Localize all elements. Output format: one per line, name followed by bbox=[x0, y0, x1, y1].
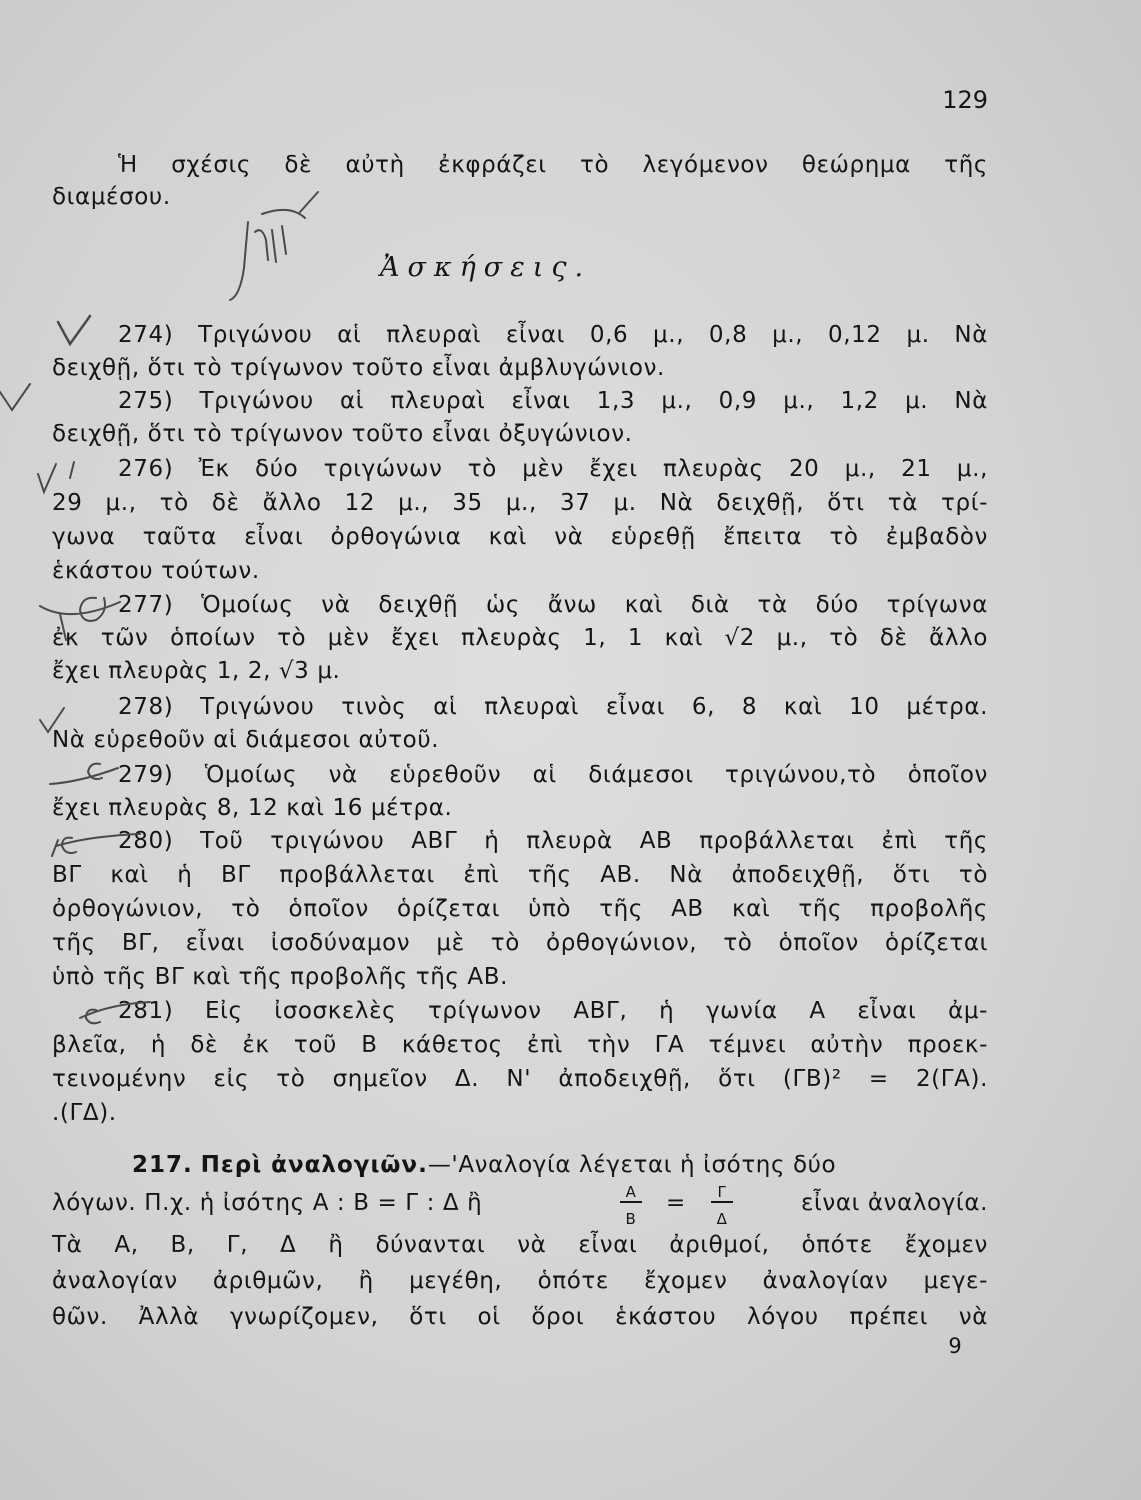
exercise-line: τῆς ΒΓ, εἶναι ἰσοδύναμον μὲ τὸ ὀρθογώνιον, τὸ ὁποῖον ὁρίζεται bbox=[52, 930, 988, 956]
exercise-line: 281) Εἰς ἰσοσκελὲς τρίγωνον ΑΒΓ, ἡ γωνία Α εἶναι ἀμ- bbox=[118, 998, 988, 1024]
exercise-line: 279) Ὁμοίως νὰ εὑρεθοῦν αἱ διάμεσοι τριγώνου,τὸ ὁποῖον bbox=[118, 762, 988, 788]
intro-line: Ἡ σχέσις δὲ αὐτὴ ἐκφράζει τὸ λεγόμενον θεώρημα τῆς bbox=[118, 152, 988, 178]
section-line-text: λόγων. Π.χ. ἡ ἰσότης Α : Β = Γ : Δ ἢ bbox=[52, 1190, 483, 1216]
section-number: 217. bbox=[132, 1152, 193, 1178]
section-first-line bbox=[52, 1150, 988, 1180]
signature-number: 9 bbox=[948, 1334, 962, 1358]
exercise-line: 29 μ., τὸ δὲ ἄλλο 12 μ., 35 μ., 37 μ. Νὰ δειχθῇ, ὅτι τὰ τρί- bbox=[52, 490, 988, 516]
section-line-text: εἶναι ἀναλογία. bbox=[800, 1190, 988, 1216]
exercise-line: 274) Τριγώνου αἱ πλευραὶ εἶναι 0,6 μ., 0,8 μ., 0,12 μ. Νὰ bbox=[118, 322, 988, 348]
section-heading bbox=[132, 1150, 836, 1180]
intro-line: διαμέσου. bbox=[52, 184, 171, 210]
exercise-line: ἐκ τῶν ὁποίων τὸ μὲν ἔχει πλευρὰς 1, 1 καὶ √2 μ., τὸ δὲ ἄλλο bbox=[52, 625, 988, 651]
exercise-line: ἑκάστου τούτων. bbox=[52, 558, 260, 584]
fraction-denominator: Δ bbox=[716, 1210, 728, 1228]
section-title: Περὶ ἀναλογιῶν. bbox=[200, 1152, 428, 1178]
fraction-denominator: Β bbox=[625, 1210, 637, 1228]
exercise-line: 277) Ὁμοίως νὰ δειχθῇ ὡς ἄνω καὶ διὰ τὰ δύο τρίγωνα bbox=[118, 592, 988, 618]
exercise-line: γωνα ταῦτα εἶναι ὀρθογώνια καὶ νὰ εὑρεθῇ ἔπειτα τὸ ἐμβαδὸν bbox=[52, 524, 988, 550]
page-number: 129 bbox=[942, 86, 988, 114]
exercise-line: 280) Τοῦ τριγώνου ΑΒΓ ἡ πλευρὰ ΑΒ προβάλλεται ἐπὶ τῆς bbox=[118, 828, 988, 854]
exercise-line: Νὰ εὑρεθοῦν αἱ διάμεσοι αὐτοῦ. bbox=[52, 727, 440, 753]
exercise-line: ΒΓ καὶ ἡ ΒΓ προβάλλεται ἐπὶ τῆς ΑΒ. Νὰ ἀποδειχθῇ, ὅτι τὸ bbox=[52, 862, 988, 888]
fraction-bar bbox=[711, 1201, 733, 1203]
exercise-line: 276) Ἐκ δύο τριγώνων τὸ μὲν ἔχει πλευρὰς 20 μ., 21 μ., bbox=[118, 456, 988, 482]
fraction-numerator: Α bbox=[625, 1183, 637, 1201]
exercise-line: 278) Τριγώνου τινὸς αἱ πλευραὶ εἶναι 6, 8 καὶ 10 μέτρα. bbox=[118, 694, 988, 720]
exercise-line: .(ΓΔ). bbox=[52, 1100, 117, 1126]
exercise-line: τεινομένην εἰς τὸ σημεῖον Δ. Ν' ἀποδειχθῇ, ὅτι (ΓΒ)² = 2(ΓΑ). bbox=[52, 1066, 988, 1092]
exercise-line: ἔχει πλευρὰς 1, 2, √3 μ. bbox=[52, 658, 341, 684]
equals-sign: = bbox=[666, 1190, 686, 1216]
section-line-text: —'Αναλογία λέγεται ἡ ἰσότης δύο bbox=[427, 1152, 837, 1178]
exercise-line: δειχθῇ, ὅτι τὸ τρίγωνον τοῦτο εἶναι ὀξυγώνιον. bbox=[52, 421, 633, 447]
exercise-line: βλεῖα, ἡ δὲ ἐκ τοῦ Β κάθετος ἐπὶ τὴν ΓΑ τέμνει αὐτὴν προεκ- bbox=[52, 1032, 988, 1058]
exercise-line: δειχθῇ, ὅτι τὸ τρίγωνον τοῦτο εἶναι ἀμβλυγώνιον. bbox=[52, 355, 665, 381]
exercise-line: ὀρθογώνιον, τὸ ὁποῖον ὁρίζεται ὑπὸ τῆς ΑΒ καὶ τῆς προβολῆς bbox=[52, 896, 988, 922]
section-line: θῶν. Ἀλλὰ γνωρίζομεν, ὅτι οἱ ὅροι ἑκάστου λόγου πρέπει νὰ bbox=[52, 1304, 988, 1330]
exercises-heading: Ἀσκήσεις. bbox=[380, 252, 592, 283]
fraction-bar bbox=[620, 1201, 642, 1203]
exercise-line: ἔχει πλευρὰς 8, 12 καὶ 16 μέτρα. bbox=[52, 795, 453, 821]
section-line: ἀναλογίαν ἀριθμῶν, ἢ μεγέθη, ὁπότε ἔχομεν ἀναλογίαν μεγε- bbox=[52, 1268, 988, 1294]
section-line: Τὰ Α, Β, Γ, Δ ἢ δύνανται νὰ εἶναι ἀριθμοί, ὁπότε ἔχομεν bbox=[52, 1232, 988, 1258]
fraction-numerator: Γ bbox=[717, 1183, 727, 1201]
exercise-line: 275) Τριγώνου αἱ πλευραὶ εἶναι 1,3 μ., 0,9 μ., 1,2 μ. Νὰ bbox=[118, 388, 988, 414]
exercise-line: ὑπὸ τῆς ΒΓ καὶ τῆς προβολῆς τῆς ΑΒ. bbox=[52, 964, 509, 990]
check-mark-icon bbox=[0, 384, 30, 410]
